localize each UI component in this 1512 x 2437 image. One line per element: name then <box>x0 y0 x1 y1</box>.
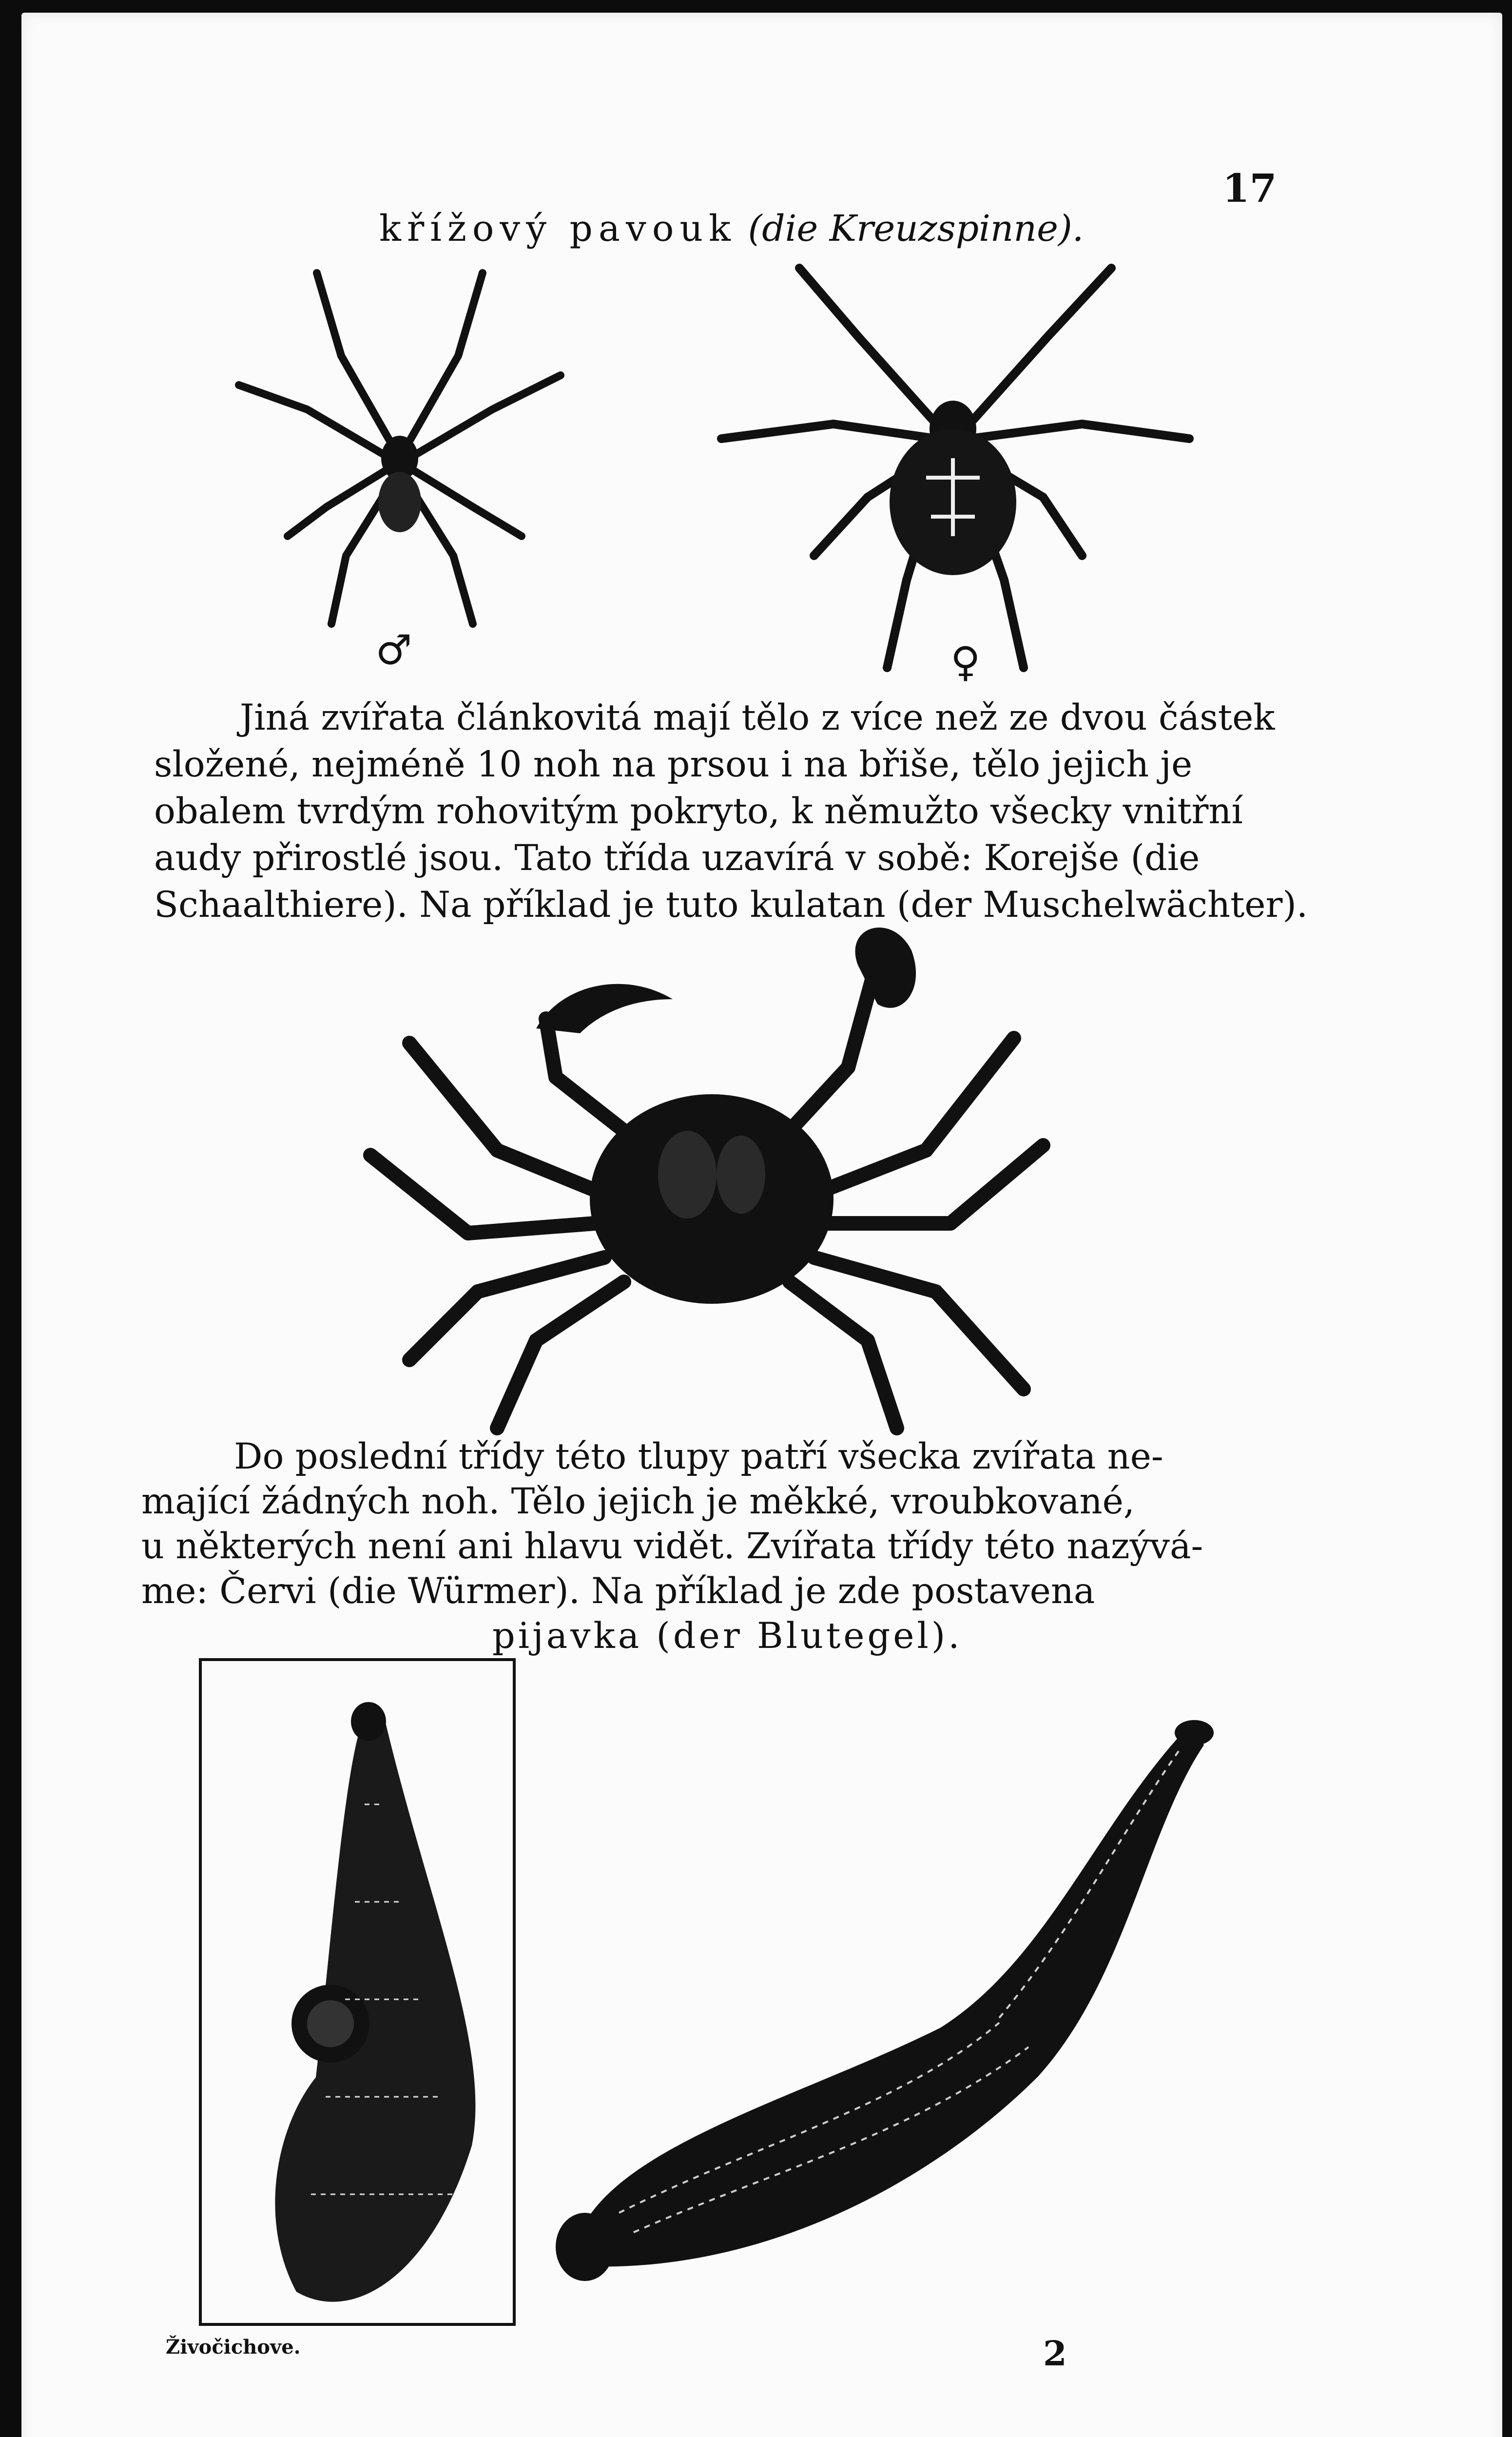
paragraph-line: audy přirostlé jsou. Tato třída uzavírá v sobě: Korejše (die <box>154 837 1200 879</box>
spider-caption-czech: křížový pavouk <box>379 208 737 250</box>
paragraph-line: složené, nejméně 10 noh na prsou i na břiše, tělo jejich je <box>154 744 1193 785</box>
spider-caption <box>379 208 1084 250</box>
paragraph-line: me: Červi (die Würmer). Na příklad je zde postavena <box>141 1570 1095 1612</box>
paragraph-line-last: pijavka (der Blutegel). <box>492 1615 963 1657</box>
leech-illustration <box>561 1706 1204 2281</box>
female-spider-illustration <box>712 263 1199 677</box>
paragraph-line: Do poslední třídy této tlupy patří všecka zvířata ne- <box>234 1436 1163 1477</box>
paragraph-line: Jiná zvířata článkovitá mají tělo z více než ze dvou částek <box>240 697 1275 738</box>
male-symbol: ♂ <box>375 626 412 674</box>
signature-number: 2 <box>1043 2333 1067 2374</box>
paragraph-line: mající žádných noh. Tělo jejich je měkké, vroubkované, <box>141 1481 1135 1522</box>
paragraph-line: Schaalthiere). Na příklad je tuto kulatan (der Muschelwächter). <box>154 884 1308 926</box>
female-symbol: ♀ <box>950 638 981 686</box>
leech-framed-illustration <box>199 1658 516 2326</box>
spider-caption-german: (die Kreuzspinne). <box>748 208 1084 250</box>
crab-illustration <box>351 921 1072 1438</box>
paragraph-line: u některých není ani hlavu vidět. Zvířata třídy této nazývá- <box>141 1526 1203 1567</box>
paragraph-line: obalem tvrdým rohovitým pokryto, k němužto všecky vnitřní <box>154 791 1243 832</box>
male-spider-illustration <box>229 263 570 634</box>
page-number: 17 <box>1222 165 1277 211</box>
signature-title: Živočichove. <box>166 2336 301 2359</box>
